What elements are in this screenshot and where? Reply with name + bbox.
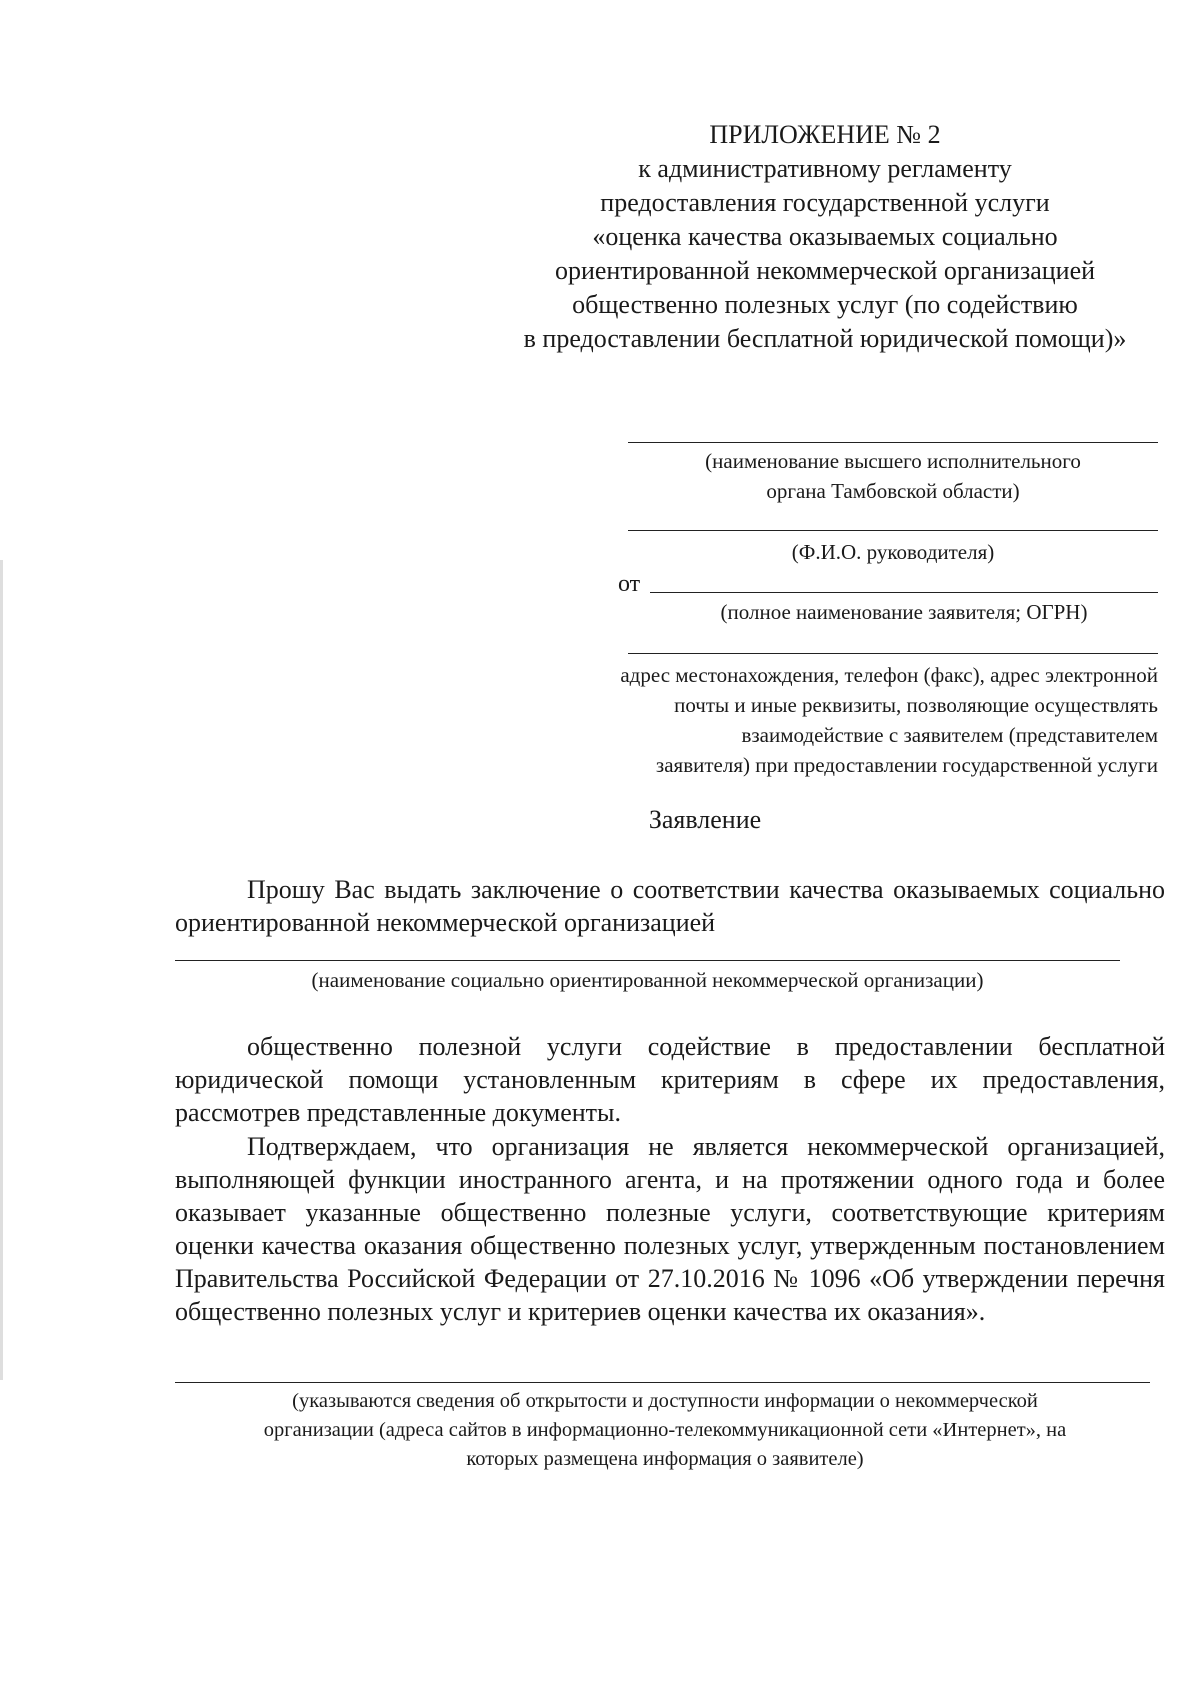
footer-caption-line-1: (указываются сведения об открытости и доступности информации о некоммерческой <box>292 1390 1038 1412</box>
from-label: от <box>618 571 641 597</box>
footer-caption-line-3: которых размещена информация о заявителе) <box>466 1448 864 1470</box>
header-line-2: предоставления государственной услуги <box>600 188 1050 217</box>
header-line-4: ориентированной некоммерческой организацией <box>554 256 1096 285</box>
contacts-line-3: взаимодействие с заявителем (представителем <box>741 723 1158 747</box>
header-line-1: к административному регламенту <box>638 154 1012 183</box>
contacts-line <box>628 653 1158 654</box>
applicant-caption: (полное наименование заявителя; ОГРН) <box>720 600 1088 624</box>
statement-heading: Заявление <box>648 805 762 834</box>
contacts-line-1: адрес местонахождения, телефон (факс), адрес электронной <box>620 663 1158 687</box>
head-caption: (Ф.И.О. руководителя) <box>791 540 995 564</box>
appendix-title: ПРИЛОЖЕНИЕ № 2 <box>709 120 941 149</box>
contacts-line-2: почты и иные реквизиты, позволяющие осуществлять <box>674 693 1158 717</box>
header-line-6: в предоставлении бесплатной юридической помощи)» <box>523 324 1127 353</box>
scan-edge-mark <box>0 560 3 1380</box>
organ-caption-line-1: (наименование высшего исполнительного <box>705 449 1081 473</box>
confirmation-paragraph: Подтверждаем, что организация не является некоммерческой организацией, выполняющей функции иностранного агента, и на протяжении одного года и более оказывает указанные общественно полезные услуги, соответствующие критериям оценки качества оказания общественно полезных услуг, утвержденным постановлением Правительства Российской Федерации от 27.10.2016 № 1096 «Об утверждении перечня общественно полезных услуг и критериев оценки качества их оказания». <box>175 1132 1165 1326</box>
footer-caption-line-2: организации (адреса сайтов в информационно-телекоммуникационной сети «Интернет», на <box>263 1419 1067 1441</box>
service-paragraph: общественно полезной услуги содействие в предоставлении бесплатной юридической помощи установленным критериям в сфере их предоставления, рассмотрев представленные документы. <box>175 1032 1165 1127</box>
organ-name-line <box>628 442 1158 443</box>
request-paragraph: Прошу Вас выдать заключение о соответствии качества оказываемых социально ориентированной некоммерческой организацией <box>175 875 1165 937</box>
header-line-3: «оценка качества оказываемых социально <box>592 222 1058 251</box>
org-name-line <box>175 960 1120 961</box>
org-caption: (наименование социально ориентированной некоммерческой организации) <box>311 968 984 992</box>
header-line-5: общественно полезных услуг (по содействию <box>572 290 1078 319</box>
info-openness-line <box>175 1382 1150 1383</box>
contacts-line-4: заявителя) при предоставлении государственной услуги <box>655 753 1158 777</box>
head-name-line <box>628 530 1158 531</box>
applicant-name-line <box>650 592 1158 593</box>
organ-caption-line-2: органа Тамбовской области) <box>766 479 1020 503</box>
